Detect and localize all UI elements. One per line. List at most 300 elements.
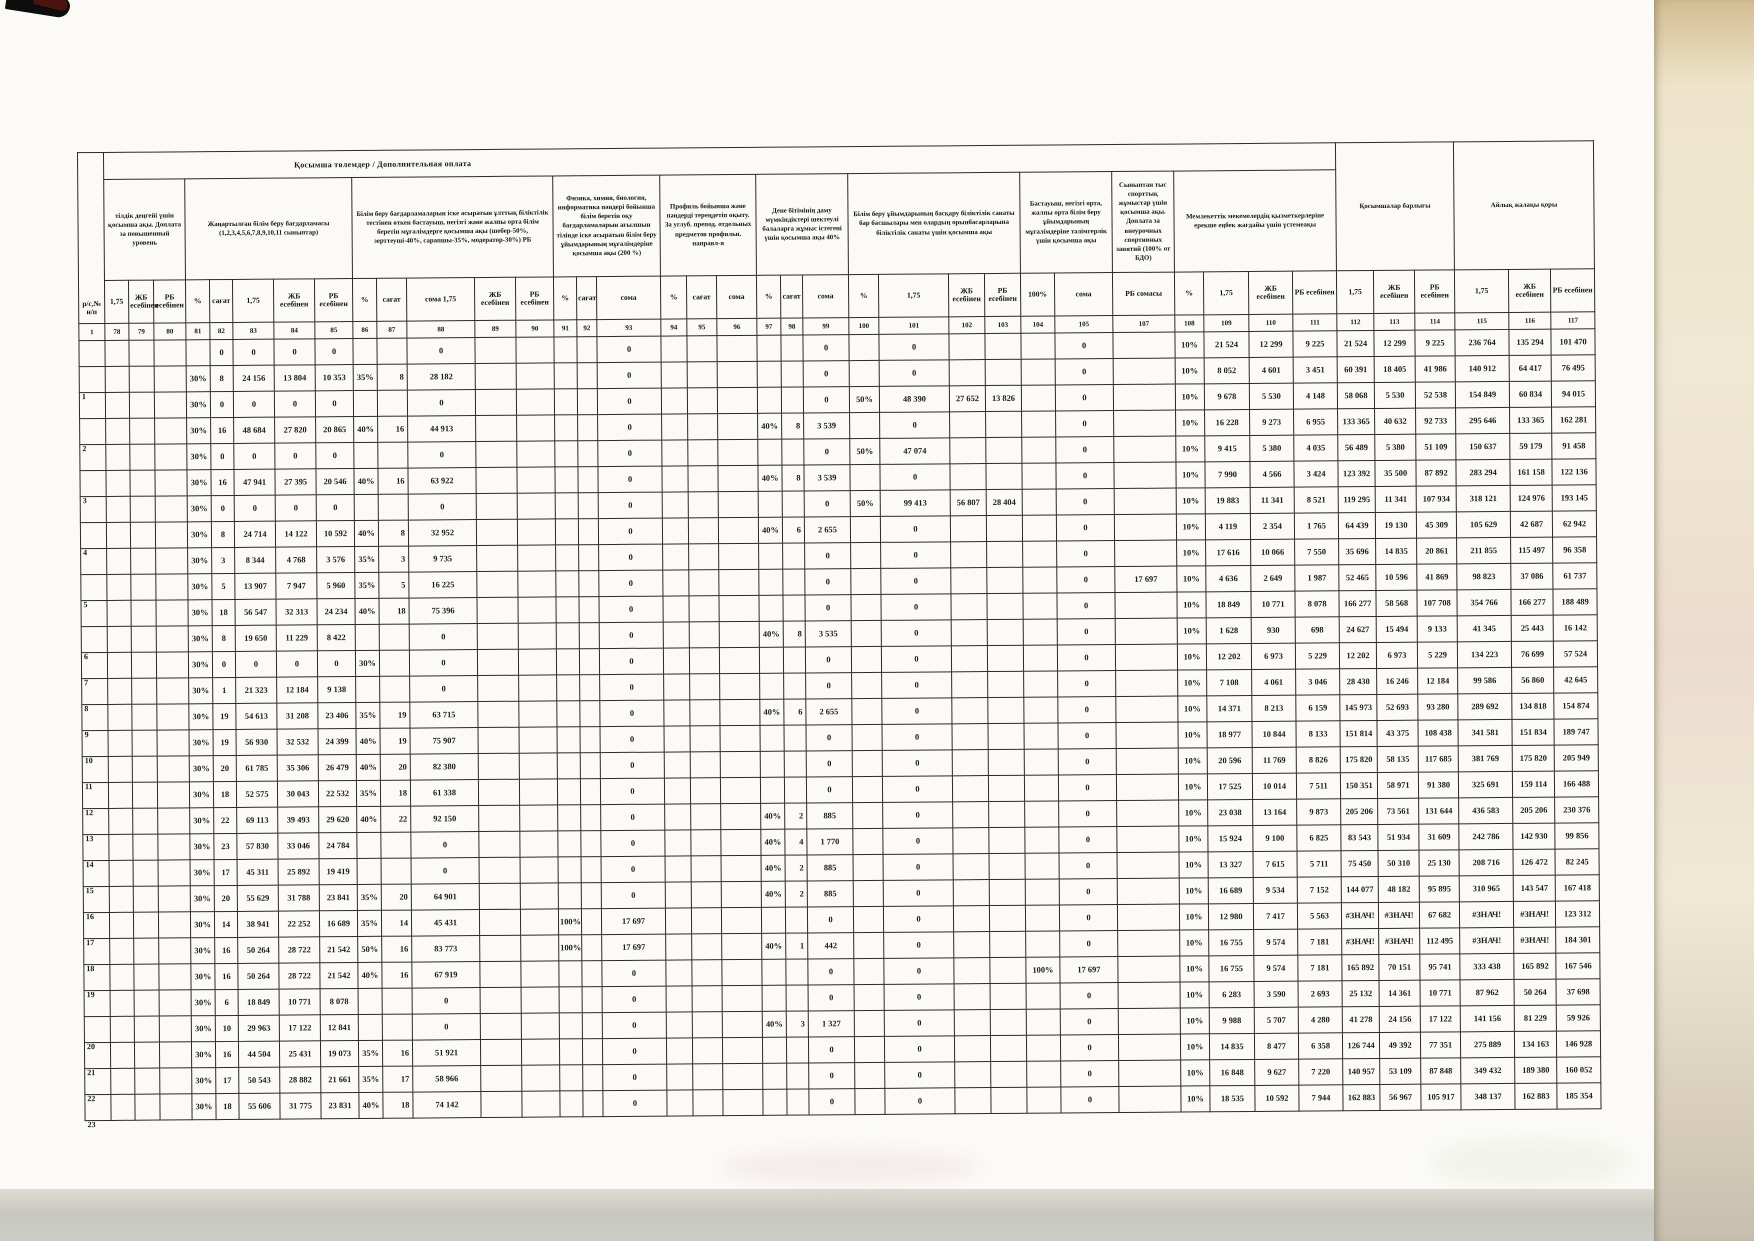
cell <box>719 595 759 621</box>
column-header: % <box>756 275 780 318</box>
row-number: 10 <box>82 730 108 756</box>
cell: 0 <box>412 988 480 1015</box>
cell: 10% <box>1177 566 1206 592</box>
cell: 7 108 <box>1207 669 1252 695</box>
cell: 74 142 <box>413 1092 481 1119</box>
cell: 20 <box>213 755 236 781</box>
cell: 60 391 <box>1337 357 1374 383</box>
cell <box>989 879 1025 905</box>
cell: 10% <box>1177 618 1206 644</box>
cell: 25 892 <box>278 859 319 885</box>
cell: 30% <box>188 626 212 652</box>
cell <box>156 652 188 678</box>
cell: 4 <box>785 829 807 855</box>
cell <box>661 388 687 414</box>
cell: 0 <box>879 360 949 387</box>
cell <box>988 723 1024 749</box>
cell <box>578 519 598 545</box>
cell: 64 901 <box>411 884 479 911</box>
column-header: 100% <box>1020 273 1054 316</box>
cell <box>353 390 377 416</box>
cell: 20 596 <box>1207 747 1252 773</box>
column-header: сағат <box>576 277 596 320</box>
cell: 7 511 <box>1296 773 1340 799</box>
cell <box>135 1068 160 1094</box>
cell <box>132 782 157 808</box>
cell: 64 439 <box>1338 512 1375 538</box>
cell: 184 301 <box>1556 927 1600 953</box>
cell: 20 <box>381 884 411 910</box>
cell <box>129 366 154 392</box>
column-header: сома <box>1054 273 1112 316</box>
cell <box>354 494 378 520</box>
cell <box>131 600 156 626</box>
column-number: 102 <box>949 317 985 334</box>
cell <box>132 730 157 756</box>
cell <box>781 361 803 387</box>
cell <box>691 856 721 882</box>
cell: 9 574 <box>1254 955 1298 981</box>
column-header: % <box>848 274 878 317</box>
column-number: 87 <box>377 321 407 338</box>
cell: 0 <box>803 361 849 387</box>
cell <box>519 727 557 753</box>
cell <box>692 960 722 986</box>
cell <box>718 517 758 543</box>
cell: 0 <box>806 673 852 699</box>
column-number: 103 <box>985 316 1021 333</box>
cell: 2 354 <box>1250 513 1294 539</box>
cell: 12 202 <box>1206 643 1251 669</box>
cell: 325 691 <box>1458 771 1512 797</box>
cell: 8 <box>210 365 233 391</box>
cell: 40% <box>357 806 381 832</box>
column-group-header: Сыныптан тыс спорттық жұмыстар үшін қосымша ақы. Доплата за внеурочных спортивных занятий (100% от БДО) <box>1112 171 1175 272</box>
column-number: 85 <box>315 322 353 339</box>
cell: 98 823 <box>1457 563 1511 589</box>
cell <box>723 1089 763 1115</box>
cell: 12 184 <box>277 677 318 703</box>
cell: 11 769 <box>1252 747 1296 773</box>
cell: 10% <box>1176 488 1205 514</box>
cell: 50 264 <box>1514 979 1556 1005</box>
cell <box>757 335 781 361</box>
cell <box>1118 1008 1180 1034</box>
cell: 10% <box>1180 1034 1209 1060</box>
cell: 0 <box>599 622 663 649</box>
cell: 51 934 <box>1378 824 1419 850</box>
cell <box>990 983 1026 1009</box>
cell: 10% <box>1177 540 1206 566</box>
cell <box>154 392 186 418</box>
cell <box>1022 489 1056 515</box>
cell: 166 277 <box>1339 590 1376 616</box>
cell: 24 156 <box>233 365 274 391</box>
cell: 154 874 <box>1554 693 1598 719</box>
cell: 23 <box>214 833 237 859</box>
column-number: 82 <box>210 322 233 339</box>
cell <box>851 594 881 620</box>
cell: 82 245 <box>1555 849 1599 875</box>
cell: 26 479 <box>318 755 356 781</box>
cell: #ЗНАЧ! <box>1459 901 1513 927</box>
cell: 9 678 <box>1204 383 1249 409</box>
cell <box>1022 411 1056 437</box>
cell: 35 306 <box>277 755 318 781</box>
cell: 0 <box>409 624 477 651</box>
cell <box>107 626 131 652</box>
cell <box>480 987 521 1013</box>
cell: 0 <box>881 594 951 621</box>
column-header: ЖБ есебінен <box>1374 270 1415 313</box>
cell: 56 967 <box>1380 1084 1421 1110</box>
row-number: 20 <box>84 1016 110 1042</box>
cell <box>786 985 808 1011</box>
cell: 0 <box>408 442 476 469</box>
cell <box>517 519 555 545</box>
cell: 23 831 <box>321 1092 359 1118</box>
cell <box>718 465 758 491</box>
column-number: 1 <box>79 323 105 340</box>
cell: 10% <box>1176 462 1205 488</box>
column-number: 104 <box>1021 316 1055 333</box>
cell: 10% <box>1176 436 1205 462</box>
cell <box>664 752 690 778</box>
cell: 18 <box>213 781 236 807</box>
cell <box>1023 593 1057 619</box>
cell: 8 213 <box>1252 695 1296 721</box>
cell <box>106 496 130 522</box>
cell: 7 152 <box>1297 877 1341 903</box>
row-number: 5 <box>81 574 107 600</box>
cell: 63 922 <box>408 468 476 495</box>
cell: 41 278 <box>1342 1006 1379 1032</box>
cell: 0 <box>600 674 664 701</box>
cell: 0 <box>1061 1061 1119 1087</box>
cell <box>854 984 884 1010</box>
cell: 40% <box>356 754 380 780</box>
cell <box>108 678 132 704</box>
cell: 5 707 <box>1254 1007 1298 1033</box>
cell <box>110 1016 134 1042</box>
cell <box>760 725 784 751</box>
cell <box>663 596 689 622</box>
cell: 45 431 <box>411 910 479 937</box>
cell <box>666 960 692 986</box>
cell <box>160 1094 192 1120</box>
cell <box>853 802 883 828</box>
cell <box>582 961 602 987</box>
cell: 56 807 <box>950 490 986 516</box>
cell: 56 489 <box>1338 434 1375 460</box>
cell: 10% <box>1179 826 1208 852</box>
cell: 24 156 <box>1379 1006 1420 1032</box>
cell <box>1118 930 1180 956</box>
cell <box>105 366 129 392</box>
cell <box>953 828 989 854</box>
column-number: 84 <box>274 322 315 339</box>
cell <box>557 701 580 727</box>
cell: 16 755 <box>1209 929 1254 955</box>
cell <box>1026 983 1060 1009</box>
cell: 56 547 <box>235 599 276 625</box>
cell: 6 358 <box>1298 1033 1342 1059</box>
cell: 5 530 <box>1249 383 1293 409</box>
cell: 145 973 <box>1340 694 1377 720</box>
cell <box>717 361 757 387</box>
cell <box>557 753 580 779</box>
cell <box>134 1042 159 1068</box>
cell <box>949 360 985 386</box>
cell: 11 341 <box>1375 486 1416 512</box>
cell: 14 122 <box>275 521 316 547</box>
cell <box>1114 514 1176 540</box>
cell <box>689 570 719 596</box>
cell: 58 971 <box>1377 772 1418 798</box>
cell: 242 786 <box>1459 823 1513 849</box>
cell <box>517 493 555 519</box>
cell: 32 952 <box>408 520 476 547</box>
cell: 1 327 <box>808 1011 854 1037</box>
cell: 20 861 <box>1417 538 1457 564</box>
cell: #ЗНАЧ! <box>1342 928 1379 954</box>
cell: 0 <box>598 466 662 493</box>
cell <box>688 492 718 518</box>
cell: 10 596 <box>1376 564 1417 590</box>
cell: 19 <box>213 729 236 755</box>
cell: 0 <box>317 651 355 677</box>
cell <box>1025 827 1059 853</box>
cell: 0 <box>1058 723 1116 749</box>
cell <box>955 1088 991 1114</box>
cell: 30% <box>186 366 210 392</box>
cell: 0 <box>316 495 354 521</box>
cell <box>952 724 988 750</box>
cell <box>354 442 378 468</box>
cell: 123 312 <box>1555 901 1599 927</box>
cell: 31 208 <box>277 703 318 729</box>
cell <box>475 389 516 415</box>
cell <box>691 804 721 830</box>
cell: 30% <box>187 470 211 496</box>
cell <box>478 753 519 779</box>
cell: 0 <box>316 443 354 469</box>
cell <box>1113 332 1175 358</box>
cell: 49 392 <box>1380 1032 1421 1058</box>
cell <box>1025 879 1059 905</box>
cell: 8 <box>211 521 234 547</box>
cell <box>953 802 989 828</box>
cell <box>1116 774 1178 800</box>
cell: 0 <box>1058 697 1116 723</box>
cell <box>762 959 786 985</box>
cell: 10% <box>1178 670 1207 696</box>
cell <box>1116 722 1178 748</box>
cell: 20 546 <box>316 469 354 495</box>
cell: 107 934 <box>1416 486 1456 512</box>
cell: 40 632 <box>1375 408 1416 434</box>
cell <box>480 1013 521 1039</box>
cell: 48 182 <box>1378 876 1419 902</box>
scanner-shadow-bottom <box>0 1189 1680 1241</box>
cell <box>720 699 760 725</box>
cell: 141 156 <box>1460 1005 1514 1031</box>
column-number: 81 <box>186 323 210 340</box>
column-number: 101 <box>879 317 949 335</box>
cell <box>720 725 760 751</box>
cell <box>158 834 190 860</box>
cell <box>522 1091 560 1117</box>
column-number: 83 <box>233 322 274 339</box>
cell: 10 592 <box>316 521 354 547</box>
cell <box>106 522 130 548</box>
cell: 30% <box>190 808 214 834</box>
cell: 14 835 <box>1209 1033 1254 1059</box>
column-header: ЖБ есебінен <box>1509 269 1551 312</box>
cell: 0 <box>882 724 952 751</box>
cell: 35 500 <box>1375 460 1416 486</box>
cell <box>1113 384 1175 410</box>
cell <box>157 730 189 756</box>
cell <box>582 935 602 961</box>
cell <box>950 438 986 464</box>
cell <box>379 624 409 650</box>
cell: 123 392 <box>1338 460 1375 486</box>
cell: 7 550 <box>1295 539 1339 565</box>
cell <box>952 698 988 724</box>
cell <box>155 522 187 548</box>
cell: 5 <box>379 572 409 598</box>
cell <box>665 908 691 934</box>
cell <box>666 934 692 960</box>
cell <box>1117 904 1179 930</box>
cell: 24 784 <box>319 833 357 859</box>
cell: 40% <box>354 468 378 494</box>
cell: 35% <box>359 1066 383 1092</box>
cell: 61 338 <box>410 780 478 807</box>
column-header: % <box>660 276 686 319</box>
cell <box>158 808 190 834</box>
cell: 0 <box>1056 437 1114 463</box>
cell <box>781 335 803 361</box>
cell <box>855 1062 885 1088</box>
cell <box>519 779 557 805</box>
cell: 10% <box>1178 722 1207 748</box>
cell: 91 458 <box>1552 433 1596 459</box>
cell: 40% <box>356 728 380 754</box>
cell: 35% <box>355 572 379 598</box>
cell: 22 252 <box>278 911 319 937</box>
column-number: 114 <box>1415 313 1455 330</box>
column-header: РБ есебінен <box>153 280 185 323</box>
cell <box>720 751 760 777</box>
cell: 27 652 <box>949 386 985 412</box>
cell: 5 229 <box>1417 642 1457 668</box>
cell <box>954 984 990 1010</box>
cell: 25 431 <box>279 1041 320 1067</box>
cell: 10% <box>1180 956 1209 982</box>
cell: 0 <box>804 439 850 465</box>
cell: 94 015 <box>1551 381 1595 407</box>
cell: #ЗНАЧ! <box>1341 902 1378 928</box>
cell: 8 133 <box>1296 721 1340 747</box>
cell: 40% <box>358 962 382 988</box>
cell <box>159 964 191 990</box>
cell: 35% <box>355 546 379 572</box>
cell <box>157 678 189 704</box>
cell <box>518 545 556 571</box>
cell: 930 <box>1251 617 1295 643</box>
cell: 92 733 <box>1416 408 1456 434</box>
cell <box>581 805 601 831</box>
cell: 52 575 <box>236 781 277 807</box>
cell: 35% <box>353 364 377 390</box>
cell <box>723 1063 763 1089</box>
cell: 73 561 <box>1378 798 1419 824</box>
cell: 41 869 <box>1417 564 1457 590</box>
cell: 0 <box>601 882 665 909</box>
cell: 175 820 <box>1340 746 1377 772</box>
cell: 23 406 <box>318 703 356 729</box>
cell: 0 <box>602 986 666 1013</box>
row-number: 4 <box>80 522 106 548</box>
cell: 698 <box>1295 617 1339 643</box>
cell: 91 380 <box>1418 772 1458 798</box>
cell: 9 988 <box>1209 1007 1254 1033</box>
cell: 30% <box>187 418 211 444</box>
cell: 0 <box>1059 801 1117 827</box>
cell: 0 <box>809 1089 855 1115</box>
cell: 283 294 <box>1456 459 1510 485</box>
cell <box>558 857 581 883</box>
cell: 30% <box>187 522 211 548</box>
cell: 3 <box>786 1011 808 1037</box>
cell: 81 229 <box>1514 1005 1556 1031</box>
cell: 289 692 <box>1458 693 1512 719</box>
cell: 75 450 <box>1341 850 1378 876</box>
cell: 40% <box>354 416 378 442</box>
cell: 0 <box>1058 671 1116 697</box>
cell: 0 <box>601 830 665 857</box>
cell <box>688 518 718 544</box>
cell: 37 698 <box>1556 979 1600 1005</box>
cell: 112 495 <box>1420 928 1460 954</box>
cell: 2 693 <box>1298 981 1342 1007</box>
cell <box>580 701 600 727</box>
row-number: 19 <box>84 964 110 990</box>
cell: 0 <box>803 335 849 361</box>
cell <box>480 935 521 961</box>
cell: 0 <box>881 646 951 673</box>
column-header: 1,75 <box>232 279 273 322</box>
cell: 12 202 <box>1339 642 1376 668</box>
cell: 42 645 <box>1554 667 1598 693</box>
cell: 436 583 <box>1459 797 1513 823</box>
cell <box>111 1068 135 1094</box>
cell: 115 497 <box>1511 537 1553 563</box>
cell <box>156 574 188 600</box>
cell <box>107 600 131 626</box>
cell: 0 <box>1060 1035 1118 1061</box>
column-group-header: Қосымшалар барлығы <box>1336 142 1455 271</box>
cell: 5 380 <box>1375 434 1416 460</box>
cell: 28 430 <box>1340 668 1377 694</box>
row-number: 15 <box>83 860 109 886</box>
cell: 0 <box>882 672 952 699</box>
cell <box>555 493 578 519</box>
cell: 40% <box>761 829 785 855</box>
cell <box>186 340 210 366</box>
